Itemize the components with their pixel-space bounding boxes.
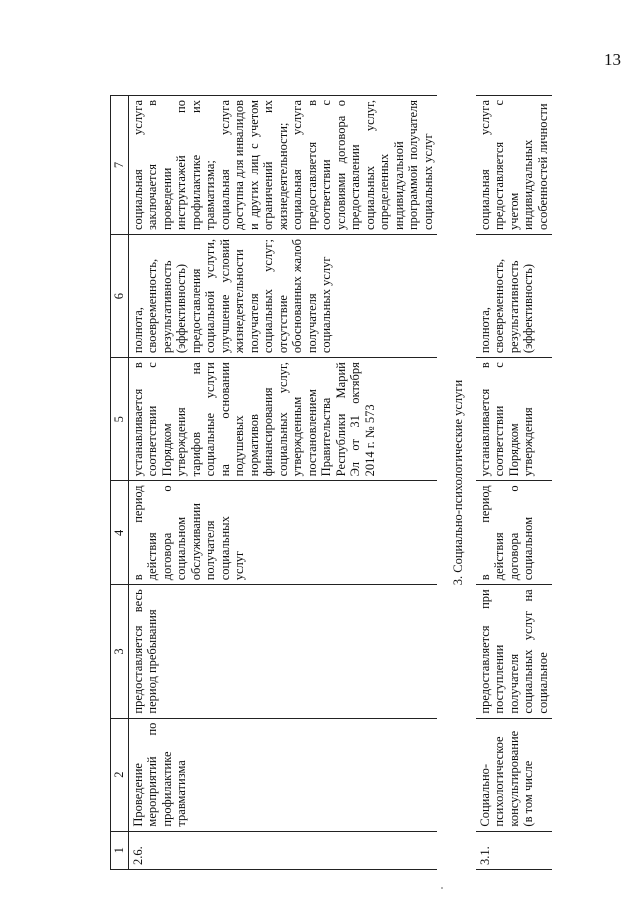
col-header-3: 3 xyxy=(111,585,129,718)
col-header-5: 5 xyxy=(111,358,129,481)
header-row xyxy=(111,96,129,870)
service-tariff: устанавливается в соответствии с Порядком утверждения xyxy=(476,358,553,481)
table-row xyxy=(476,96,553,870)
table-row xyxy=(128,96,437,870)
service-quality: полнота, своевременность, результативность (эффективность) xyxy=(476,235,553,358)
row-number: 3.1. xyxy=(476,831,553,869)
col-header-6: 6 xyxy=(111,235,129,358)
service-period: в период действия договора о социальном обслуживании получателя социальных услуг xyxy=(128,481,437,585)
col-header-1: 1 xyxy=(111,831,129,869)
service-conditions: социальная услуга заключается в проведении инструктажей по профилактике их травматизма; социальная услуга доступна для инвалидов и других лиц с учетом ограничений их жизнедеятельности; социальная услуга предоставляется в соответствии с условиями договора о предоставлении социальных услуг, определенных индивидуальной программой получателя социальных услуг xyxy=(128,96,437,235)
section-title: 3. Социально-психологические услуги xyxy=(451,379,465,586)
service-name: Проведение мероприятий по профилактике травматизма xyxy=(128,718,437,831)
services-table xyxy=(110,95,552,870)
rotated-table-container xyxy=(110,95,595,870)
col-header-7: 7 xyxy=(111,96,129,235)
page-number: 13 xyxy=(604,50,621,69)
row-number: 2.6. xyxy=(128,831,437,869)
section-row xyxy=(437,96,476,870)
col-header-2: 2 xyxy=(111,718,129,831)
scan-speck xyxy=(441,887,443,889)
service-tariff: устанавливается в соответствии с Порядком утверждения тарифов на социальные услуги на основании подушевых нормативов финансирования социальных услуг, утвержденным постановлением Правительства Республики Марий Эл от 31 октября 2014 г. № 573 xyxy=(128,358,437,481)
col-header-4: 4 xyxy=(111,481,129,585)
service-quality: полнота, своевременность, результативность (эффективность) предоставления социальной услуги, улучшение условий жизнедеятельности получателя социальных услуг; отсутствие обоснованных жалоб получателя социальных услуг xyxy=(128,235,437,358)
service-conditions: социальная услуга предоставляется с учетом индивидуальных особенностей личности xyxy=(476,96,553,235)
service-name: Социально-психологическое консультирование (в том числе xyxy=(476,718,553,831)
service-time: предоставляется при поступлении получателя социальных услуг на социальное xyxy=(476,585,553,718)
service-time: предоставляется весь период пребывания xyxy=(128,585,437,718)
service-period: в период действия договора о социальном xyxy=(476,481,553,585)
